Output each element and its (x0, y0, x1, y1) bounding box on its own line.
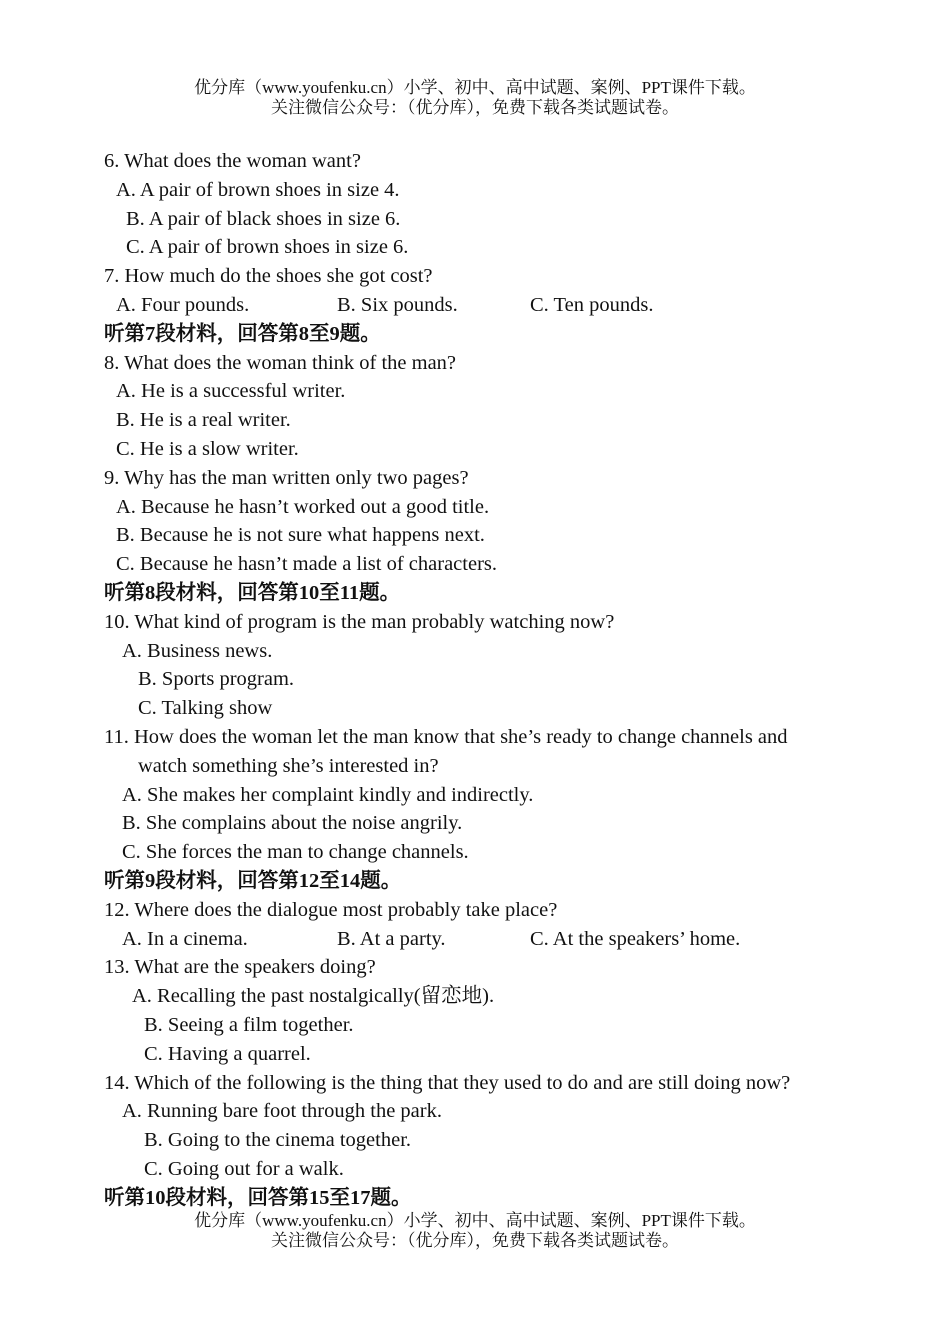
question-10: 10. What kind of program is the man probably watching now? (104, 610, 615, 633)
question-11-continued: watch something she’s interested in? (138, 754, 439, 777)
question-9: 9. Why has the man written only two pages? (104, 466, 469, 489)
q13-option-a: A. Recalling the past nostalgically(留恋地). (132, 985, 495, 1008)
q11-option-b: B. She complains about the noise angrily. (122, 812, 463, 835)
footer-line-2: 关注微信公众号：（优分库），免费下载各类试题试卷。 (271, 1231, 679, 1250)
question-14: 14. Which of the following is the thing that they used to do and are still doing now? (104, 1071, 791, 1094)
section-8-heading: 听第8段材料，回答第10至11题。 (104, 581, 401, 604)
q13-option-c: C. Having a quarrel. (144, 1042, 311, 1065)
q6-option-a: A. A pair of brown shoes in size 4. (116, 178, 400, 201)
q6-option-c: C. A pair of brown shoes in size 6. (126, 236, 409, 259)
q13-option-b: B. Seeing a film together. (144, 1013, 354, 1036)
question-6: 6. What does the woman want? (104, 150, 361, 172)
footer-line-1: 优分库（www.youfenku.cn）小学、初中、高中试题、案例、PPT课件下载。 (194, 1211, 756, 1230)
section-9-heading: 听第9段材料，回答第12至14题。 (104, 869, 402, 892)
q8-option-b: B. He is a real writer. (116, 409, 291, 432)
exam-content (104, 147, 864, 1212)
page-footer (0, 1211, 950, 1251)
question-13: 13. What are the speakers doing? (104, 956, 376, 979)
q9-option-c: C. Because he hasn’t made a list of characters. (116, 553, 498, 576)
section-10-heading: 听第10段材料，回答第15至17题。 (104, 1186, 412, 1209)
question-11: 11. How does the woman let the man know that she’s ready to change channels and (104, 725, 788, 748)
section-7-heading: 听第7段材料，回答第8至9题。 (104, 322, 381, 345)
q12-option-a: A. In a cinema. (122, 927, 248, 950)
q8-option-c: C. He is a slow writer. (116, 437, 299, 460)
q7-option-a: A. Four pounds. (116, 293, 250, 316)
q12-options (104, 925, 864, 954)
q12-option-c: C. At the speakers’ home. (530, 927, 741, 950)
q10-option-c: C. Talking show (138, 697, 273, 720)
question-8: 8. What does the woman think of the man? (104, 351, 457, 374)
page-header (0, 78, 950, 118)
q11-option-a: A. She makes her complaint kindly and indirectly. (122, 783, 534, 806)
q8-option-a: A. He is a successful writer. (116, 380, 346, 403)
q14-option-a: A. Running bare foot through the park. (122, 1100, 442, 1123)
q9-option-b: B. Because he is not sure what happens next. (116, 524, 485, 547)
q6-option-b: B. A pair of black shoes in size 6. (126, 207, 401, 230)
q7-options (104, 291, 864, 320)
question-7: 7. How much do the shoes she got cost? (104, 265, 433, 288)
question-12: 12. Where does the dialogue most probably take place? (104, 898, 558, 921)
q10-option-a: A. Business news. (122, 639, 273, 662)
q12-option-b: B. At a party. (337, 927, 446, 950)
q9-option-a: A. Because he hasn’t worked out a good title. (116, 495, 490, 518)
header-line-1: 优分库（www.youfenku.cn）小学、初中、高中试题、案例、PPT课件下载。 (194, 78, 756, 97)
header-line-2: 关注微信公众号：（优分库），免费下载各类试题试卷。 (271, 98, 679, 117)
q7-option-b: B. Six pounds. (337, 293, 458, 316)
q14-option-b: B. Going to the cinema together. (144, 1129, 412, 1152)
q10-option-b: B. Sports program. (138, 668, 295, 691)
q7-option-c: C. Ten pounds. (530, 293, 654, 316)
q11-option-c: C. She forces the man to change channels. (122, 841, 469, 864)
q14-option-c: C. Going out for a walk. (144, 1157, 344, 1180)
